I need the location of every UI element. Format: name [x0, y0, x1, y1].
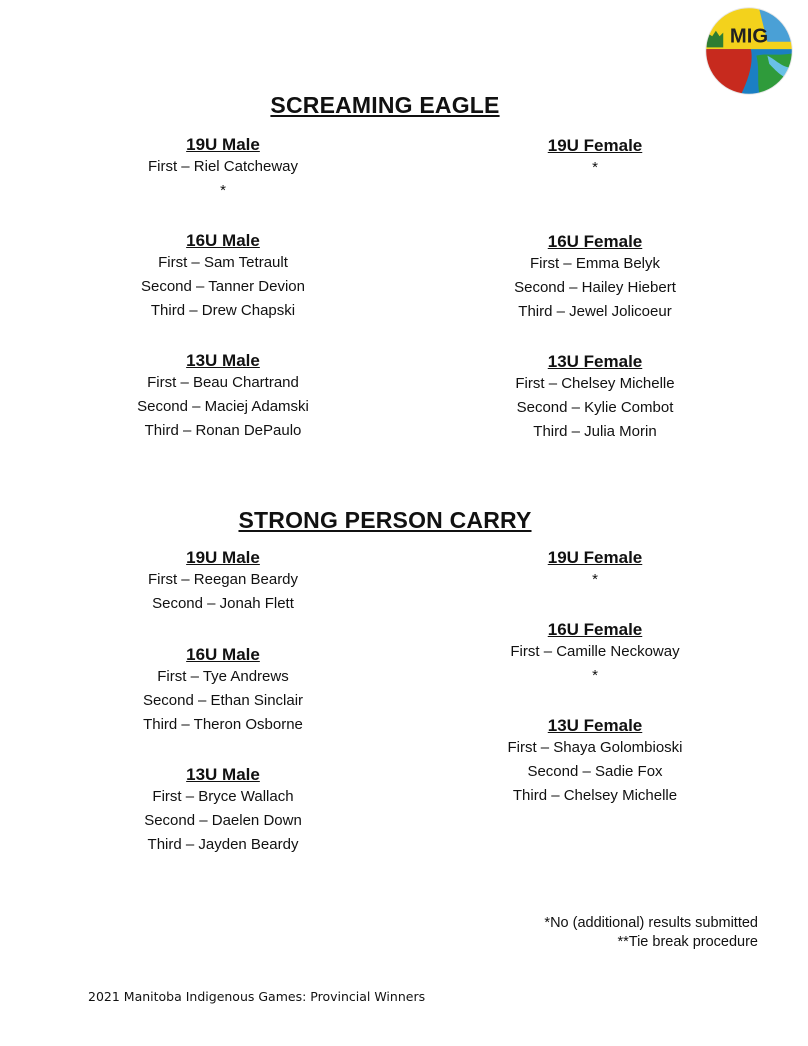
section-title-screaming-eagle: SCREAMING EAGLE: [270, 92, 500, 118]
group-heading: 16U Male: [186, 645, 260, 664]
result-entry: Second – Tanner Devion: [140, 278, 305, 295]
group-strong-person-carry-13u-male: [93, 765, 353, 857]
footnote-tie-break: **Tie break procedure: [617, 934, 758, 950]
group-heading: 16U Female: [547, 620, 643, 639]
group-strong-person-carry-19u-male: [93, 548, 353, 616]
result-entry: Third – Jayden Beardy: [147, 836, 299, 853]
mig-logo: [703, 5, 795, 97]
result-entry: *: [592, 159, 598, 176]
result-entry: First – Reegan Beardy: [147, 571, 299, 588]
group-heading: 16U Male: [186, 231, 260, 250]
result-entry: Third – Chelsey Michelle: [512, 787, 678, 804]
group-strong-person-carry-13u-female: [465, 716, 725, 808]
group-screaming-eagle-13u-male: [93, 351, 353, 443]
result-entry: Third – Ronan DePaulo: [144, 422, 302, 439]
result-entry: *: [220, 182, 226, 199]
result-entry: First – Sam Tetrault: [158, 254, 288, 271]
result-entry: Second – Maciej Adamski: [137, 398, 309, 415]
group-heading: 19U Male: [186, 548, 260, 567]
group-heading: 19U Female: [547, 136, 643, 155]
result-entry: Second – Jonah Flett: [152, 595, 294, 612]
group-screaming-eagle-19u-female: [465, 136, 725, 180]
result-entry: First – Chelsey Michelle: [515, 375, 675, 392]
result-entry: First – Tye Andrews: [157, 668, 289, 685]
result-entry: First – Camille Neckoway: [510, 643, 680, 660]
result-entry: First – Beau Chartrand: [147, 374, 299, 391]
result-entry: Third – Jewel Jolicoeur: [518, 303, 672, 320]
group-heading: 19U Female: [547, 548, 643, 567]
page-footer: 2021 Manitoba Indigenous Games: Provincial Winners: [88, 989, 426, 1004]
result-entry: Second – Hailey Hiebert: [514, 279, 676, 296]
result-entry: First – Shaya Golombioski: [507, 739, 683, 756]
footnote-no-results: *No (additional) results submitted: [544, 915, 758, 931]
result-entry: Second – Kylie Combot: [516, 399, 674, 416]
result-entry: Second – Daelen Down: [144, 812, 302, 829]
group-heading: 13U Female: [547, 716, 643, 735]
result-entry: Third – Julia Morin: [533, 423, 657, 440]
group-strong-person-carry-16u-male: [93, 645, 353, 737]
result-entry: *: [592, 667, 598, 684]
group-screaming-eagle-16u-male: [93, 231, 353, 323]
group-heading: 13U Male: [186, 765, 260, 784]
section-title-strong-person-carry: STRONG PERSON CARRY: [238, 507, 532, 533]
group-heading: 13U Male: [186, 351, 260, 370]
group-heading: 19U Male: [186, 135, 260, 154]
footnotes: [544, 914, 758, 952]
svg-text:MIG: MIG: [729, 25, 769, 48]
group-screaming-eagle-13u-female: [465, 352, 725, 444]
group-strong-person-carry-19u-female: [465, 548, 725, 592]
result-entry: First – Riel Catcheway: [147, 158, 299, 175]
group-heading: 13U Female: [547, 352, 643, 371]
group-heading: 16U Female: [547, 232, 643, 251]
group-strong-person-carry-16u-female: [465, 620, 725, 688]
result-entry: First – Emma Belyk: [529, 255, 661, 272]
group-screaming-eagle-19u-male: [93, 135, 353, 203]
result-entry: Second – Sadie Fox: [527, 763, 663, 780]
result-entry: First – Bryce Wallach: [152, 788, 294, 805]
result-entry: Third – Theron Osborne: [143, 716, 303, 733]
result-entry: Third – Drew Chapski: [150, 302, 296, 319]
group-screaming-eagle-16u-female: [465, 232, 725, 324]
result-entry: *: [592, 571, 598, 588]
result-entry: Second – Ethan Sinclair: [142, 692, 304, 709]
